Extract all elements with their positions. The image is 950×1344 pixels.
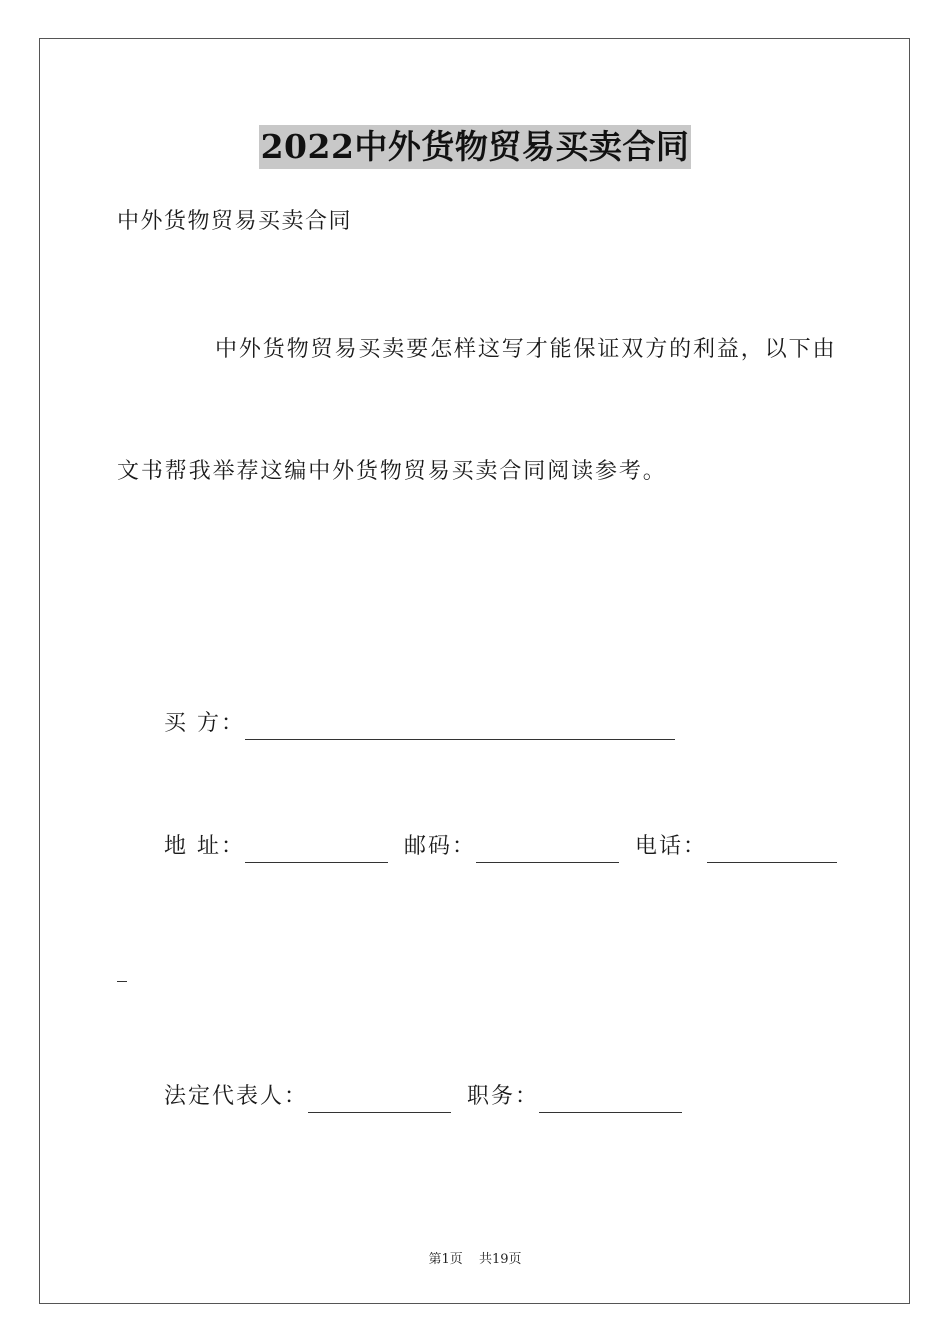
- document-title: 2022中外货物贸易买卖合同: [259, 125, 692, 169]
- address-blank: [245, 836, 388, 863]
- buyer-row: [164, 708, 691, 740]
- position-blank: [539, 1086, 682, 1113]
- title-container: [0, 125, 950, 169]
- position-label: 职务：: [467, 1084, 540, 1109]
- phone-blank: [707, 836, 837, 863]
- legal-rep-label: 法定代表人：: [164, 1084, 309, 1109]
- wrapped-underline-fragment: [117, 981, 127, 982]
- address-row: [164, 831, 837, 863]
- legal-rep-blank: [308, 1086, 451, 1113]
- page-total: 共19页: [478, 1252, 522, 1267]
- address-label: 地 址：: [164, 834, 245, 859]
- intro-paragraph-line-1: 中外货物贸易买卖要怎样这写才能保证双方的利益，以下由: [215, 337, 837, 362]
- buyer-label: 买 方：: [164, 711, 245, 736]
- phone-label: 电话：: [635, 834, 708, 859]
- page-footer: [0, 1248, 950, 1267]
- postcode-label: 邮码：: [404, 834, 477, 859]
- intro-paragraph-line-2: 文书帮我举荐这编中外货物贸易买卖合同阅读参考。: [117, 459, 667, 484]
- postcode-blank: [476, 836, 619, 863]
- document-subtitle: 中外货物贸易买卖合同: [117, 209, 353, 234]
- legal-rep-row: [164, 1081, 682, 1113]
- page-number: 第1页: [428, 1252, 463, 1267]
- buyer-blank: [245, 713, 675, 740]
